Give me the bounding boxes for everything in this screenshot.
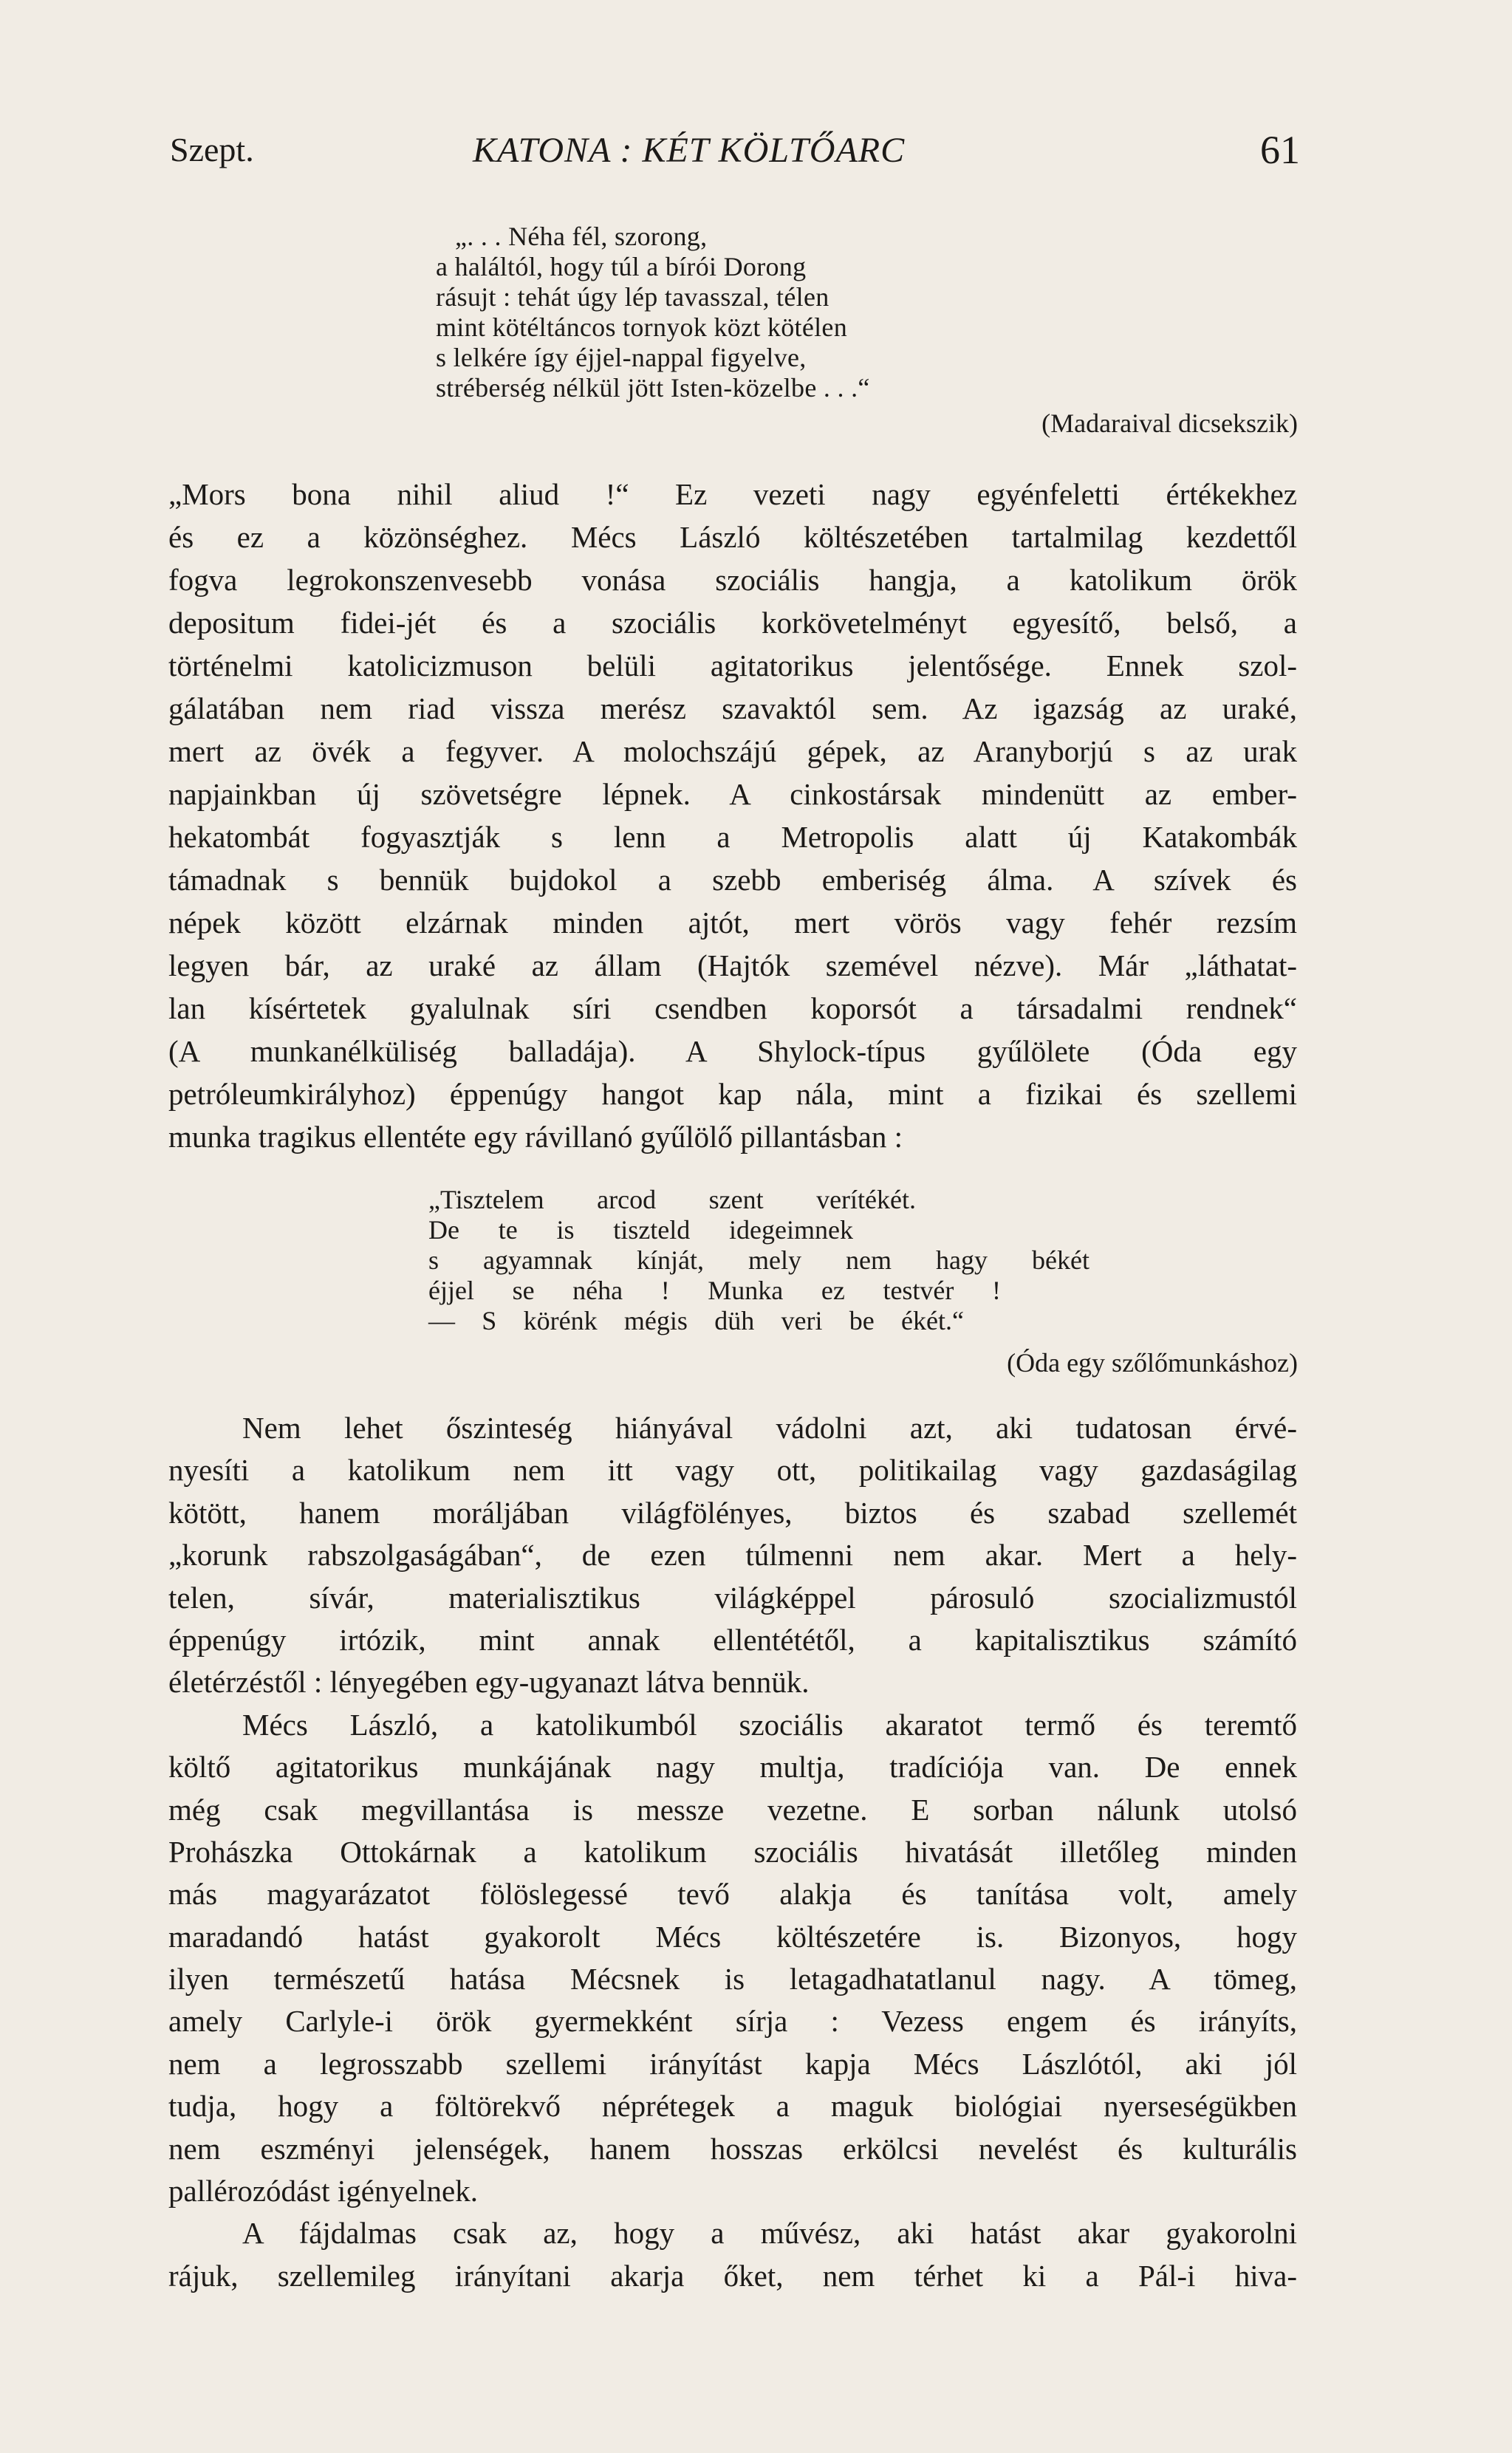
text-line: Prohászka Ottokárnak a katolikum szociális hivatását illetőleg minden (168, 1834, 1297, 1869)
text-line: hekatombát fogyasztják s lenn a Metropolis alatt új Katakombák (168, 820, 1297, 854)
text-line: napjainkban új szövetségre lépnek. A cinkostársak mindenütt az ember- (168, 777, 1297, 811)
poem-line: De te is tiszteld idegeimnek (428, 1215, 853, 1245)
poem-line: — S körénk mégis düh veri be ékét.“ (428, 1306, 964, 1335)
text-line: fogva legrokonszenvesebb vonása szociális hangja, a katolikum örök (168, 563, 1297, 597)
text-line: A fájdalmas csak az, hogy a művész, aki hatást akar gyakorolni (242, 2216, 1297, 2251)
text-line: legyen bár, az uraké az állam (Hajtók szemével nézve). Már „láthatat- (168, 948, 1297, 982)
text-line: depositum fidei-jét és a szociális korkövetelményt egyesítő, belső, a (168, 606, 1297, 640)
text-line: kötött, hanem moráljában világfölényes, biztos és szabad szellemét (168, 1495, 1297, 1530)
poem-line: éjjel se néha ! Munka ez testvér ! (428, 1276, 1001, 1305)
text-line: gálatában nem riad vissza merész szavaktól sem. Az igazság az uraké, (168, 691, 1297, 725)
text-line: életérzéstől : lényegében egy-ugyanazt látva bennük. (168, 1665, 810, 1700)
text-line: éppenúgy irtózik, mint annak ellentététől, a kapitalisztikus számító (168, 1622, 1297, 1657)
text-line: maradandó hatást gyakorolt Mécs költészetére is. Bizonyos, hogy (168, 1919, 1297, 1954)
text-line: nem eszményi jelenségek, hanem hosszas erkölcsi nevelést és kulturális (168, 2131, 1297, 2166)
text-line: amely Carlyle-i örök gyermekként sírja : Vezess engem és irányíts, (168, 2004, 1297, 2039)
poem-line: a haláltól, hogy túl a bírói Dorong (436, 252, 807, 281)
poem-quote-1 (436, 222, 870, 403)
poem-line: „Tisztelem arcod szent verítékét. (428, 1185, 916, 1214)
body-text (168, 1407, 1297, 2297)
text-line: mert az övék a fegyver. A molochszájú gépek, az Aranyborjú s az urak (168, 734, 1297, 768)
text-line: nem a legrosszabb szellemi irányítást kapja Mécs Lászlótól, aki jól (168, 2046, 1297, 2081)
text-line: népek között elzárnak minden ajtót, mert vörös vagy fehér rezsím (168, 906, 1297, 940)
text-line: petróleumkirályhoz) éppenúgy hangot kap nála, mint a fizikai és szellemi (168, 1077, 1297, 1111)
poem-line: „. . . Néha fél, szorong, (455, 222, 708, 251)
text-line: pallérozódást igényelnek. (168, 2174, 478, 2209)
poem-line: s lelkére így éjjel-nappal figyelve, (436, 343, 807, 372)
text-line: költő agitatorikus munkájának nagy multja, tradíciója van. De ennek (168, 1750, 1297, 1785)
text-line: munka tragikus ellentéte egy rávillanó gyűlölő pillantásban : (168, 1120, 903, 1154)
running-header (170, 130, 1300, 182)
text-line: más magyarázatot fölöslegessé tevő alakja és tanítása volt, amely (168, 1877, 1297, 1912)
text-line: Nem lehet őszinteség hiányával vádolni azt, aki tudatosan érvé- (242, 1411, 1297, 1445)
text-line: és ez a közönséghez. Mécs László költészetében tartalmilag kezdettől (168, 520, 1297, 554)
text-line: nyesíti a katolikum nem itt vagy ott, politikailag vagy gazdaságilag (168, 1453, 1297, 1488)
poem-line: mint kötéltáncos tornyok közt kötélen (436, 312, 847, 342)
page-number: 61 (1260, 128, 1300, 172)
poem-quote-2 (428, 1185, 1089, 1336)
text-line: lan kísértetek gyalulnak síri csendben koporsót a társadalmi rendnek“ (168, 991, 1297, 1025)
text-line: támadnak s bennük bujdokol a szebb emberiség álma. A szívek és (168, 863, 1297, 897)
text-line: telen, sívár, materialisztikus világképpel párosuló szocializmustól (168, 1580, 1297, 1615)
text-line: történelmi katolicizmuson belüli agitatorikus jelentősége. Ennek szol- (168, 649, 1297, 682)
poem-line: stréberség nélkül jött Isten-közelbe . . .“ (436, 373, 870, 403)
text-line: „Mors bona nihil aliud !“ Ez vezeti nagy egyénfeletti értékekhez (168, 477, 1297, 511)
text-line: rájuk, szellemileg irányítani akarja őket, nem térhet ki a Pál-i hiva- (168, 2258, 1297, 2293)
text-line: ilyen természetű hatása Mécsnek is letagadhatatlanul nagy. A tömeg, (168, 1962, 1297, 1997)
text-line: (A munkanélküliség balladája). A Shylock-típus gyűlölete (Óda egy (168, 1034, 1297, 1068)
paragraph-1 (168, 473, 1297, 1158)
text-line: Mécs László, a katolikumból szociális akaratot termő és teremtő (242, 1707, 1297, 1742)
poem-source-1: (Madaraival dicsekszik) (1041, 408, 1298, 438)
poem-line: rásujt : tehát úgy lép tavasszal, télen (436, 282, 829, 312)
text-line: „korunk rabszolgaságában“, de ezen túlmenni nem akar. Mert a hely- (168, 1538, 1297, 1573)
header-month: Szept. (170, 131, 254, 168)
poem-source-2: (Óda egy szőlőmunkáshoz) (1007, 1348, 1298, 1378)
text-line: még csak megvillantása is messze vezetne. E sorban nálunk utolsó (168, 1792, 1297, 1827)
text-line: tudja, hogy a föltörekvő néprétegek a maguk biológiai nyerseségükben (168, 2089, 1297, 2124)
poem-line: s agyamnak kínját, mely nem hagy békét (428, 1245, 1089, 1275)
header-title: KATONA : KÉT KÖLTŐARC (473, 131, 906, 170)
